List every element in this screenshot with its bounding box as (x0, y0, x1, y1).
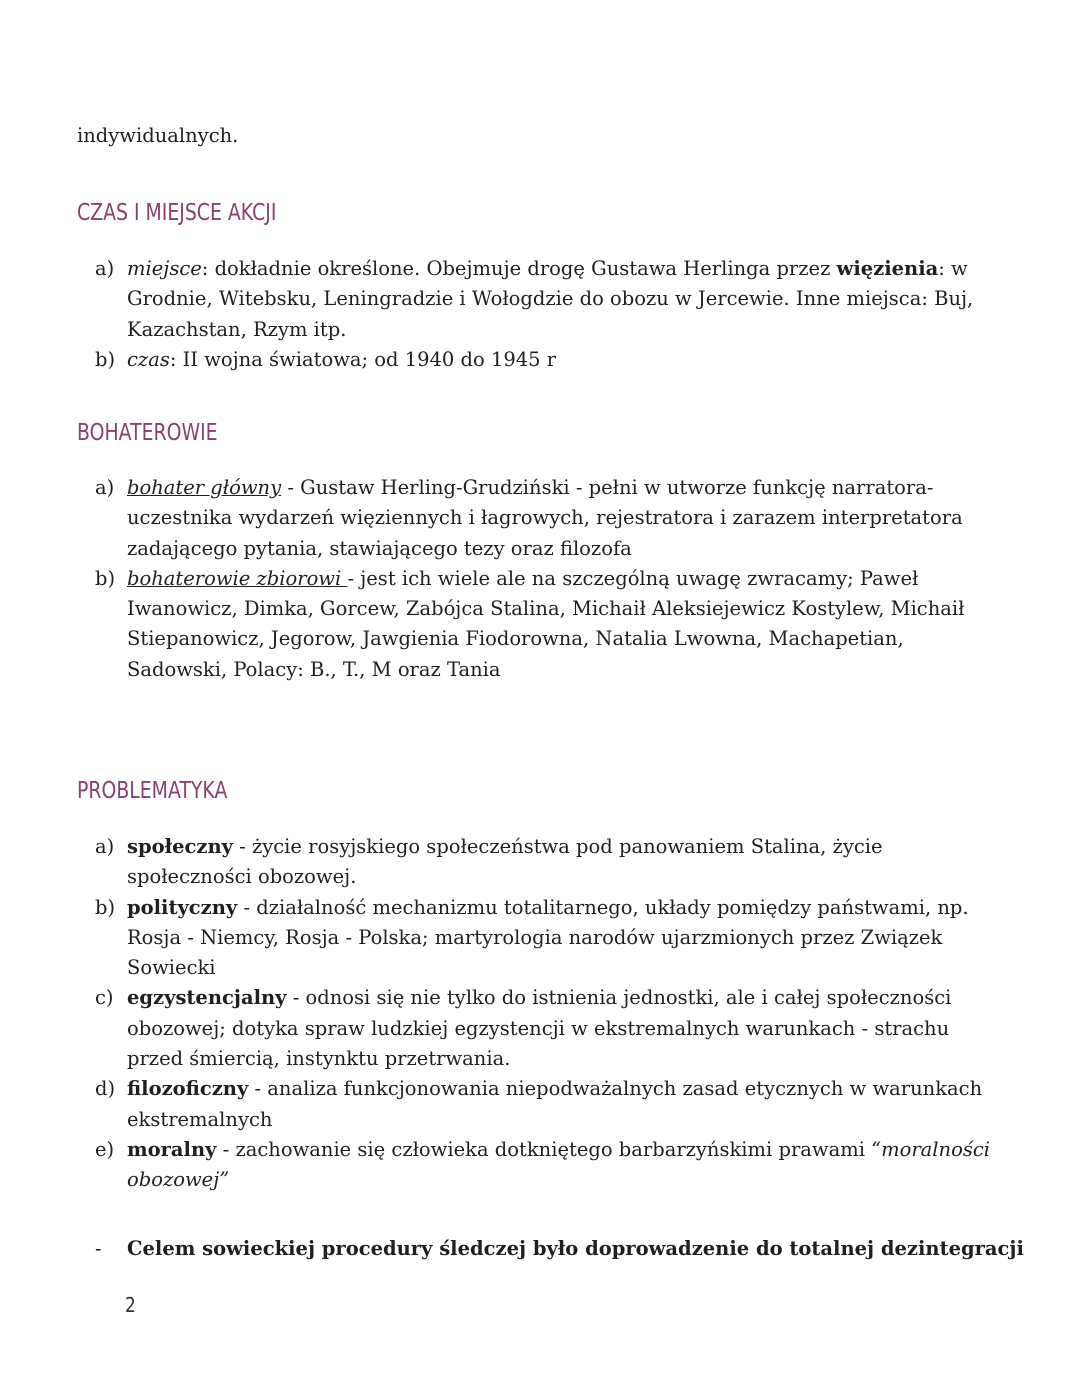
term-social: społeczny (127, 835, 233, 858)
dash-note-text: Celem sowieckiej procedury śledczej było doprowadzenie do totalnej dezintegracji (127, 1237, 1024, 1260)
heading-time-place: CZAS I MIEJSCE AKCJI (77, 200, 277, 226)
term-political: polityczny (127, 895, 238, 919)
item-text: : II wojna światowa; od 1940 do 1945 r (169, 347, 557, 371)
page-number: 2 (125, 1293, 136, 1317)
item-text: - Gustaw Herling-Grudziński - pełni w utworze funkcję narratora-uczestnika wydarzeń więziennych i łagrowych, rejestratora i zarazem interpretatora zadającego pytania, stawiającego tezy oraz filozofa (127, 476, 963, 560)
item-text: : dokładnie określone. Obejmuje drogę Gustawa Herlinga przez (201, 257, 837, 280)
heading-problems: PROBLEMATYKA (77, 778, 228, 804)
list-marker: b) (95, 895, 116, 919)
list-item (95, 564, 1000, 685)
item-text: - jest ich wiele ale na szczególną uwagę zwracamy; Paweł Iwanowicz, Dimka, Gorcew, Zabójca Stalina, Michaił Aleksiejewicz Kostylew, Michaił Stiepanowicz, Jegorow, Jawgienia Fiodorowna, Natalia Lwowna, Machapetian, Sadowski, Polacy: B., T., M oraz Tania (127, 566, 965, 681)
term-place: miejsce (127, 257, 202, 280)
list-item (95, 345, 1000, 375)
term-time: czas (127, 347, 170, 371)
bold-prisons: więzienia (836, 257, 939, 280)
dash-note (95, 1234, 1024, 1264)
heading-heroes: BOHATEROWIE (77, 420, 218, 446)
list-marker: b) (95, 347, 116, 371)
list-item (95, 254, 1000, 345)
dash-marker: - (95, 1237, 102, 1260)
time-place-list (95, 254, 1000, 375)
item-text: - analiza funkcjonowania niepodważalnych zasad etycznych w warunkach ekstremalnych (127, 1077, 983, 1131)
item-text: - odnosi się nie tylko do istnienia jednostki, ale i całej społeczności obozowej; dotyka spraw ludzkiej egzystencji w ekstremalnych warunkach - strachu przed śmiercią, instynktu przetrwania. (127, 986, 952, 1071)
list-item (95, 473, 1000, 564)
term-collective-heroes: bohaterowie zbiorowi (127, 566, 348, 590)
list-item (95, 832, 1000, 893)
list-marker: e) (95, 1137, 115, 1161)
item-text: - życie rosyjskiego społeczeństwa pod panowaniem Stalina, życie społeczności obozowej. (127, 835, 883, 889)
intro-text: indywidualnych. (77, 124, 239, 147)
list-marker: a) (95, 476, 115, 499)
list-item (95, 983, 1000, 1074)
list-marker: c) (95, 986, 114, 1010)
term-main-hero: bohater główny (127, 476, 282, 499)
term-existential: egzystencjalny (127, 986, 287, 1010)
heroes-list (95, 473, 1000, 685)
problems-list (95, 832, 1000, 1196)
item-text: : w Grodnie, Witebsku, Leningradzie i Wołogdzie do obozu w Jercewie. Inne miejsca: Buj, Kazachstan, Rzym itp. (127, 257, 974, 341)
term-moral: moralny (127, 1137, 217, 1161)
list-marker: d) (95, 1077, 116, 1101)
term-philosophical: filozoficzny (127, 1077, 249, 1101)
list-marker: b) (95, 566, 116, 590)
list-item (95, 893, 1000, 984)
item-text: - działalność mechanizmu totalitarnego, układy pomiędzy państwami, np. Rosja - Niemcy, Rosja - Polska; martyrologia narodów ujarzmionych przez Związek Sowiecki (127, 895, 969, 980)
list-marker: a) (95, 835, 115, 858)
list-marker: a) (95, 257, 115, 280)
item-text: - zachowanie się człowieka dotkniętego barbarzyńskimi prawami (216, 1137, 872, 1161)
italic-camp-morality: “moralności obozowej” (127, 1137, 991, 1192)
list-item (95, 1074, 1000, 1135)
list-item (95, 1135, 1000, 1196)
